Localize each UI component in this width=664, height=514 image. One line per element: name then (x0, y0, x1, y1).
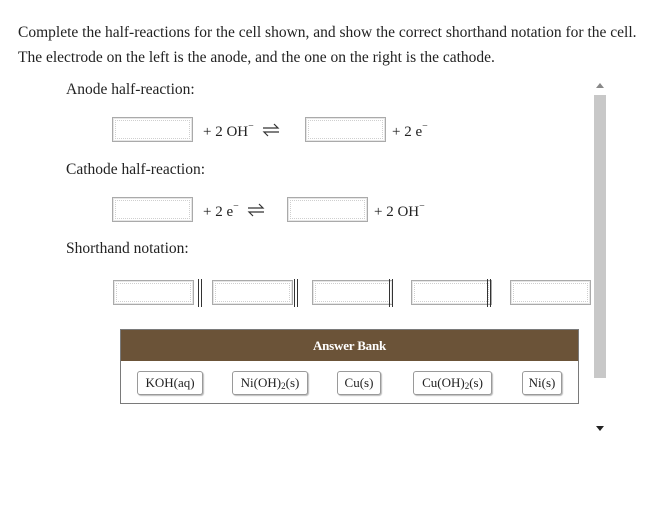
anode-label: Anode half-reaction: (66, 81, 195, 98)
shorthand-slot-4[interactable] (411, 280, 492, 305)
scrollbar-thumb[interactable] (594, 95, 606, 378)
anode-electrons-text: + 2 e− (392, 121, 428, 140)
scroll-down-icon[interactable] (596, 426, 604, 431)
scroll-up-icon[interactable] (596, 83, 604, 88)
answer-chip-cuoh2[interactable]: $Cu(OH)_2(s)$ (413, 371, 492, 395)
shorthand-slot-3[interactable] (312, 280, 393, 305)
vertical-scrollbar[interactable] (593, 79, 607, 436)
answer-chip-nioh2[interactable]: $Ni(OH)_2(s)$ (232, 371, 308, 395)
question-text: Complete the half-reactions for the cell shown, and show the correct shorthand notation for the cell. The electrode on the left is the anode, and the one on the right is the cathode. (18, 24, 637, 66)
shorthand-slot-5[interactable] (510, 280, 591, 305)
equilibrium-arrow-icon (247, 203, 265, 217)
cathode-middle-text: + 2 e− (203, 201, 265, 221)
salt-bridge-line (389, 279, 393, 307)
cathode-label: Cathode half-reaction: (66, 161, 206, 178)
phase-boundary-line (294, 279, 298, 307)
cathode-reactant-drop-zone[interactable] (112, 197, 193, 222)
cathode-hydroxide-text: + 2 OH− (374, 201, 425, 220)
answer-bank-title: Answer Bank (121, 330, 578, 361)
answer-chip-cu[interactable]: Cu(s) (337, 371, 381, 395)
phase-boundary-line (487, 279, 491, 307)
answer-bank (120, 329, 579, 404)
cathode-product-drop-zone[interactable] (287, 197, 368, 222)
anode-reactant-drop-zone[interactable] (112, 117, 193, 142)
answer-chip-ni[interactable]: Ni(s) (522, 371, 562, 395)
equilibrium-arrow-icon (262, 123, 280, 137)
anode-product-drop-zone[interactable] (305, 117, 386, 142)
shorthand-slot-1[interactable] (113, 280, 194, 305)
phase-boundary-line (198, 279, 202, 307)
anode-middle-text: + 2 OH− (203, 121, 280, 141)
shorthand-slot-2[interactable] (212, 280, 293, 305)
shorthand-label: Shorthand notation: (66, 240, 189, 257)
answer-chip-koh[interactable]: KOH(aq) (137, 371, 203, 395)
